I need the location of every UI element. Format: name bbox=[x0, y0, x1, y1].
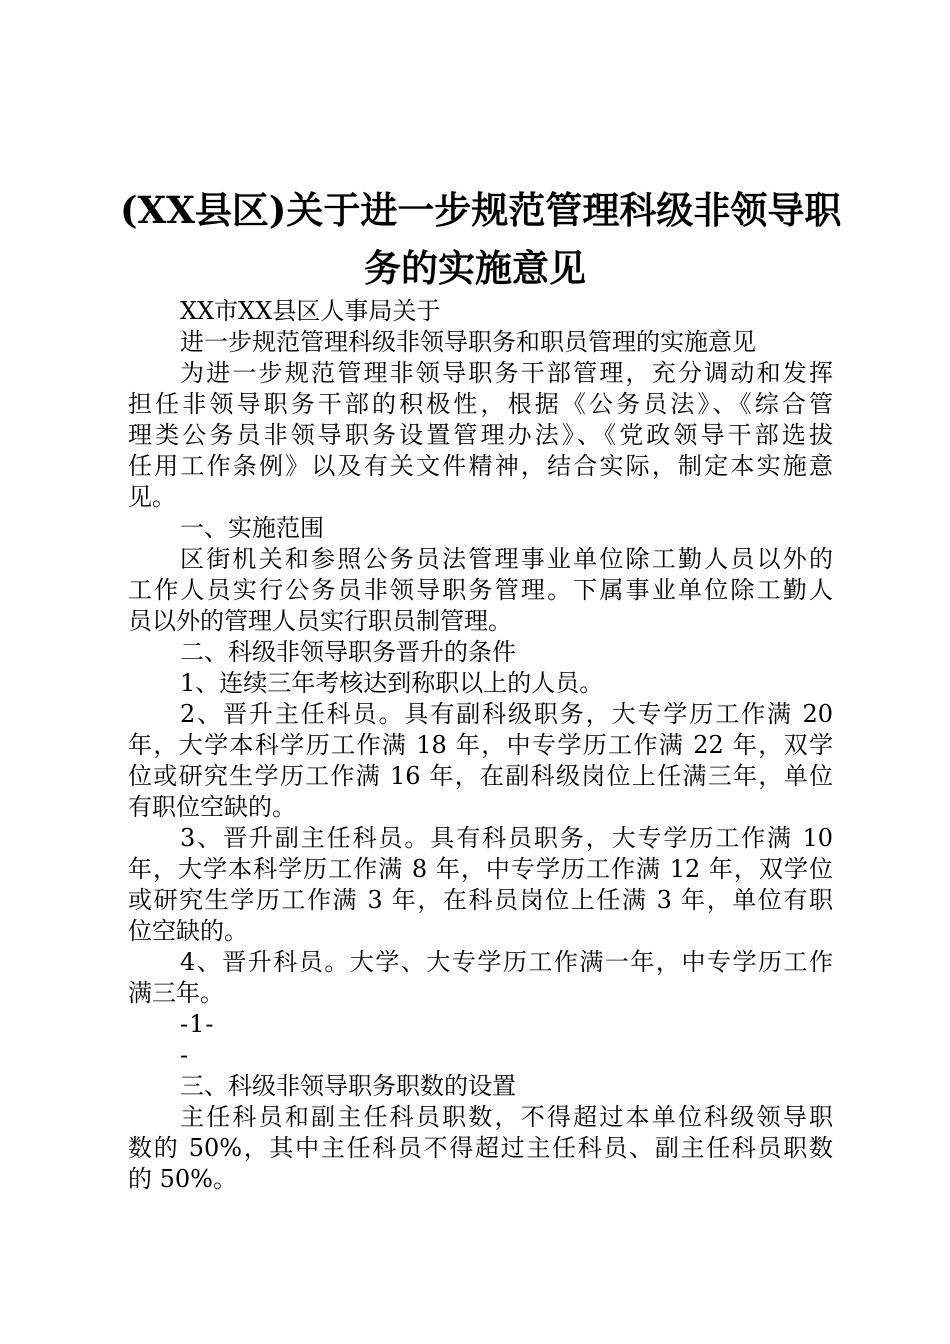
text-line: 主任科员和副主任科员职数，不得超过本单位科级领导职 bbox=[180, 1103, 833, 1131]
text-line: 担任非领导职务干部的积极性，根据《公务员法》、《综合管 bbox=[128, 390, 833, 418]
text-line: 进一步规范管理科级非领导职务和职员管理的实施意见 bbox=[180, 328, 756, 356]
text-line: 4、晋升科员。大学、大专学历工作满一年，中专学历工作 bbox=[180, 948, 833, 976]
text-line: 理类公务员非领导职务设置管理办法》、《党政领导干部选拔 bbox=[128, 421, 833, 449]
text-line: 的 50%。 bbox=[128, 1165, 237, 1193]
text-line: 位或研究生学历工作满 16 年，在副科级岗位上任满三年，单位 bbox=[128, 762, 833, 790]
text-line: 3、晋升副主任科员。具有科员职务，大专学历工作满 10 bbox=[180, 824, 833, 852]
text-line: 工作人员实行公务员非领导职务管理。下属事业单位除工勤人 bbox=[128, 576, 833, 604]
text-line: 满三年。 bbox=[128, 979, 224, 1007]
text-line: 年，大学本科学历工作满 18 年，中专学历工作满 22 年，双学 bbox=[128, 731, 833, 759]
document-body bbox=[128, 296, 833, 1195]
section-heading: 二、科级非领导职务晋升的条件 bbox=[180, 638, 516, 666]
text-line: 数的 50%，其中主任科员不得超过主任科员、副主任科员职数 bbox=[128, 1134, 833, 1162]
page-separator: - bbox=[180, 1041, 189, 1069]
text-line: 年，大学本科学历工作满 8 年，中专学历工作满 12 年，双学位 bbox=[128, 855, 833, 883]
text-line: 1、连续三年考核达到称职以上的人员。 bbox=[180, 669, 604, 697]
document-title-line-2: 务的实施意见 bbox=[364, 246, 586, 290]
text-line: 或研究生学历工作满 3 年，在科员岗位上任满 3 年，单位有职 bbox=[128, 886, 833, 914]
text-line: 为进一步规范管理非领导职务干部管理，充分调动和发挥 bbox=[180, 359, 833, 387]
text-line: 员以外的管理人员实行职员制管理。 bbox=[128, 607, 512, 635]
text-line: 有职位空缺的。 bbox=[128, 793, 296, 821]
text-line: 区街机关和参照公务员法管理事业单位除工勤人员以外的 bbox=[180, 545, 833, 573]
text-line: 任用工作条例》以及有关文件精神，结合实际，制定本实施意 bbox=[128, 452, 833, 480]
section-heading: 三、科级非领导职务职数的设置 bbox=[180, 1072, 516, 1100]
text-line: XX市XX县区人事局关于 bbox=[180, 297, 441, 325]
section-heading: 一、实施范围 bbox=[180, 514, 324, 542]
document-title-line-1: (XX县区)关于进一步规范管理科级非领导职 bbox=[120, 188, 842, 232]
text-line: 见。 bbox=[128, 483, 176, 511]
text-line: 2、晋升主任科员。具有副科级职务，大专学历工作满 20 bbox=[180, 700, 833, 728]
page-number: -1- bbox=[180, 1010, 215, 1038]
text-line: 位空缺的。 bbox=[128, 917, 248, 945]
